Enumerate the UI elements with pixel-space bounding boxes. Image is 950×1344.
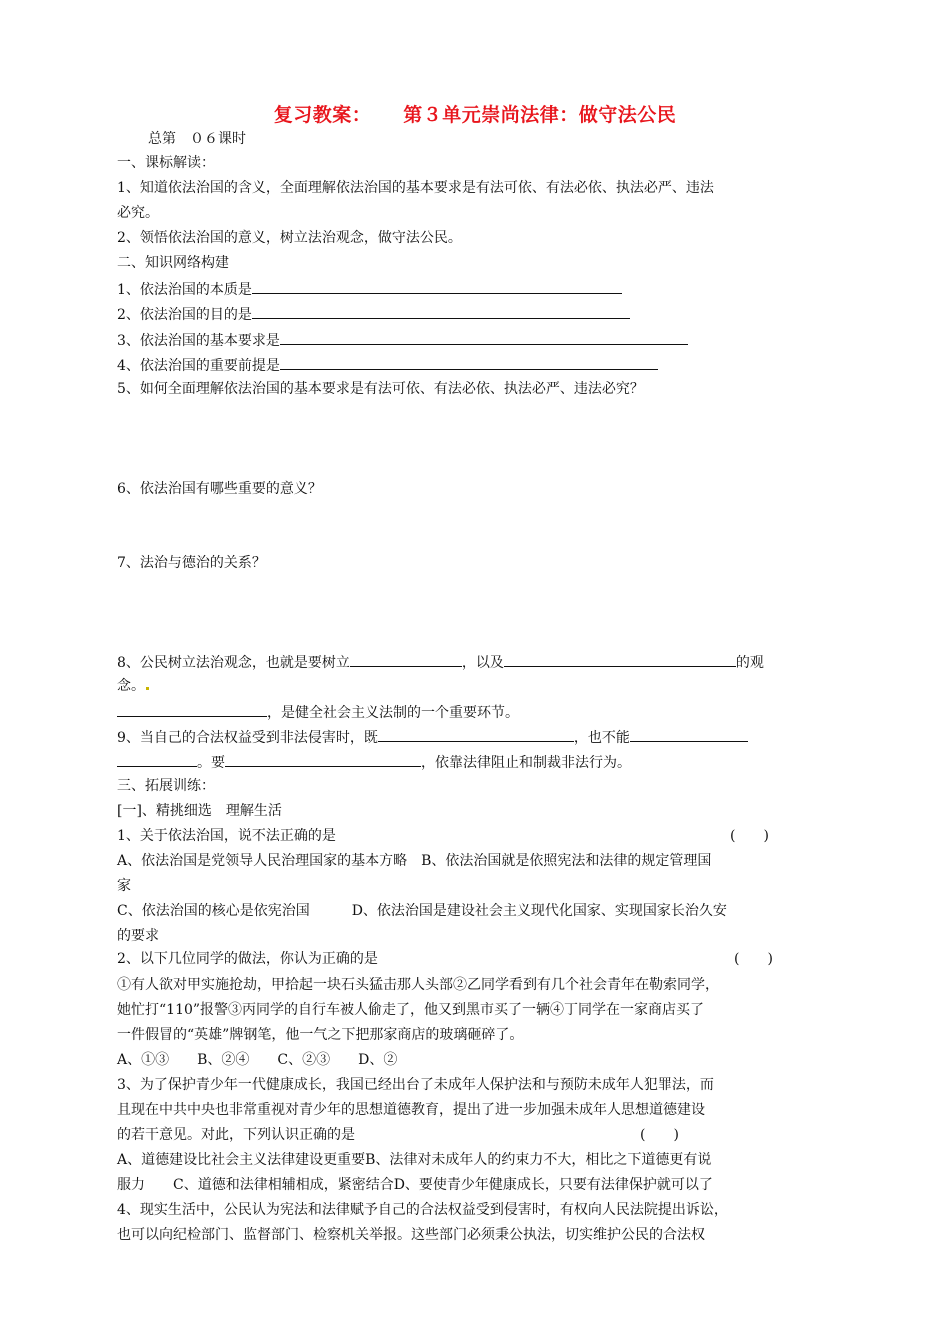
section1-heading: 一、课标解读：	[117, 155, 215, 171]
question-9-text-c: 。要	[197, 755, 225, 771]
question-5: 5、如何全面理解依法治国的基本要求是有法可依、有法必依、执法必严、违法必究？	[117, 381, 644, 397]
question-3-text: 3、依法治国的基本要求是	[117, 333, 280, 349]
question-8-text-e: ，是健全社会主义法制的一个重要环节。	[267, 705, 519, 721]
answer-blank[interactable]	[117, 702, 267, 717]
mark-dot	[146, 687, 149, 690]
mc3-body-line1: 3、为了保护青少年一代健康成长，我国已经出台了未成年人保护法和与预防未成年人犯罪法，而	[117, 1077, 714, 1093]
question-9-line1	[117, 727, 748, 747]
mc3-body-line3: 的若干意见。对此，下列认识正确的是	[117, 1127, 355, 1143]
document-title	[0, 100, 950, 127]
answer-blank[interactable]	[280, 330, 688, 345]
period-label: 总第 ０６课时	[148, 131, 246, 147]
question-8-line3	[117, 702, 519, 722]
question-6: 6、依法治国有哪些重要的意义？	[117, 481, 322, 497]
question-8-text-d: 念。	[117, 678, 145, 694]
question-3	[117, 330, 688, 350]
question-8-text-a: 8、公民树立法治观念，也就是要树立	[117, 655, 350, 671]
question-7: 7、法治与德治的关系？	[117, 555, 266, 571]
sec1-item1-line1: 1、知道依法治国的含义，全面理解依法治国的基本要求是有法可依、有法必依、执法必严、违法	[117, 180, 714, 196]
mc1-option-a-cont: 家	[117, 878, 131, 894]
subsection1-heading: [一]、精挑细选 理解生活	[117, 803, 282, 819]
mc3-options-line1: A、道德建设比社会主义法律建设更重要B、法律对未成年人的约束力不大，相比之下道德更有说	[117, 1152, 712, 1168]
section3-heading: 三、拓展训练：	[117, 778, 215, 794]
mc1-option-c-cont: 的要求	[117, 928, 159, 944]
answer-paren[interactable]: ( )	[734, 951, 773, 967]
question-4	[117, 355, 658, 375]
title-part1: 复习教案：	[273, 104, 372, 126]
mc2-stem: 2、以下几位同学的做法，你认为正确的是	[117, 951, 378, 967]
answer-paren[interactable]: ( )	[730, 828, 769, 844]
section2-heading: 二、知识网络构建	[117, 255, 229, 271]
answer-blank[interactable]	[350, 652, 462, 667]
question-9-text-d: ，依靠法律阻止和制裁非法行为。	[421, 755, 631, 771]
mc4-body-line1: 4、现实生活中，公民认为宪法和法律赋予自己的合法权益受到侵害时，有权向人民法院提出诉讼，	[117, 1202, 728, 1218]
answer-paren[interactable]: ( )	[640, 1127, 679, 1143]
mc4-body-line2: 也可以向纪检部门、监督部门、检察机关举报。这些部门必须秉公执法，切实维护公民的合法权	[117, 1227, 705, 1243]
sec1-item1-line2: 必究。	[117, 205, 159, 221]
mc3-body-line2: 且现在中共中央也非常重视对青少年的思想道德教育，提出了进一步加强未成年人思想道德建设	[117, 1102, 705, 1118]
answer-blank[interactable]	[117, 752, 197, 767]
answer-blank[interactable]	[252, 304, 630, 319]
question-1-text: 1、依法治国的本质是	[117, 282, 252, 298]
question-8-line1	[117, 652, 764, 672]
answer-blank[interactable]	[225, 752, 421, 767]
title-part2: 第３单元崇尚法律：做守法公民	[403, 104, 677, 126]
question-2	[117, 304, 630, 324]
mc1-option-a: A、依法治国是党领导人民治理国家的基本方略 B、依法治国就是依照宪法和法律的规定管理国	[117, 853, 712, 869]
question-1	[117, 279, 622, 299]
answer-blank[interactable]	[630, 727, 748, 742]
answer-blank[interactable]	[504, 652, 736, 667]
question-8-line2	[117, 677, 150, 695]
question-9-text-a: 9、当自己的合法权益受到非法侵害时，既	[117, 730, 378, 746]
question-2-text: 2、依法治国的目的是	[117, 307, 252, 323]
question-8-text-b: ，以及	[461, 655, 504, 671]
answer-blank[interactable]	[252, 279, 622, 294]
mc3-options-line2: 服力 C、道德和法律相辅相成，紧密结合D、要使青少年健康成长，只要有法律保护就可以了	[117, 1177, 713, 1193]
question-4-text: 4、依法治国的重要前提是	[117, 358, 280, 374]
question-8-text-c: 的观	[735, 655, 764, 671]
answer-blank[interactable]	[378, 727, 574, 742]
question-9-line2	[117, 752, 631, 772]
mc2-body-line2: 她忙打“110”报警③丙同学的自行车被人偷走了，他又到黑市买了一辆④丁同学在一家商店买了	[117, 1002, 705, 1018]
mc1-stem: 1、关于依法治国，说不法正确的是	[117, 828, 336, 844]
question-9-text-b: ，也不能	[573, 730, 630, 746]
answer-blank[interactable]	[280, 355, 658, 370]
mc2-body-line1: ①有人欲对甲实施抢劫，甲拾起一块石头猛击那人头部②乙同学看到有几个社会青年在勒索同学，	[117, 977, 719, 993]
mc2-options: A、①③ B、②④ C、②③ D、②	[117, 1052, 398, 1068]
mc1-option-c: C、依法治国的核心是依宪治国 D、依法治国是建设社会主义现代化国家、实现国家长治久安	[117, 903, 727, 919]
sec1-item2: 2、领悟依法治国的意义，树立法治观念，做守法公民。	[117, 230, 462, 246]
mc2-body-line3: 一件假冒的“英雄”牌钢笔，他一气之下把那家商店的玻璃砸碎了。	[117, 1027, 524, 1043]
